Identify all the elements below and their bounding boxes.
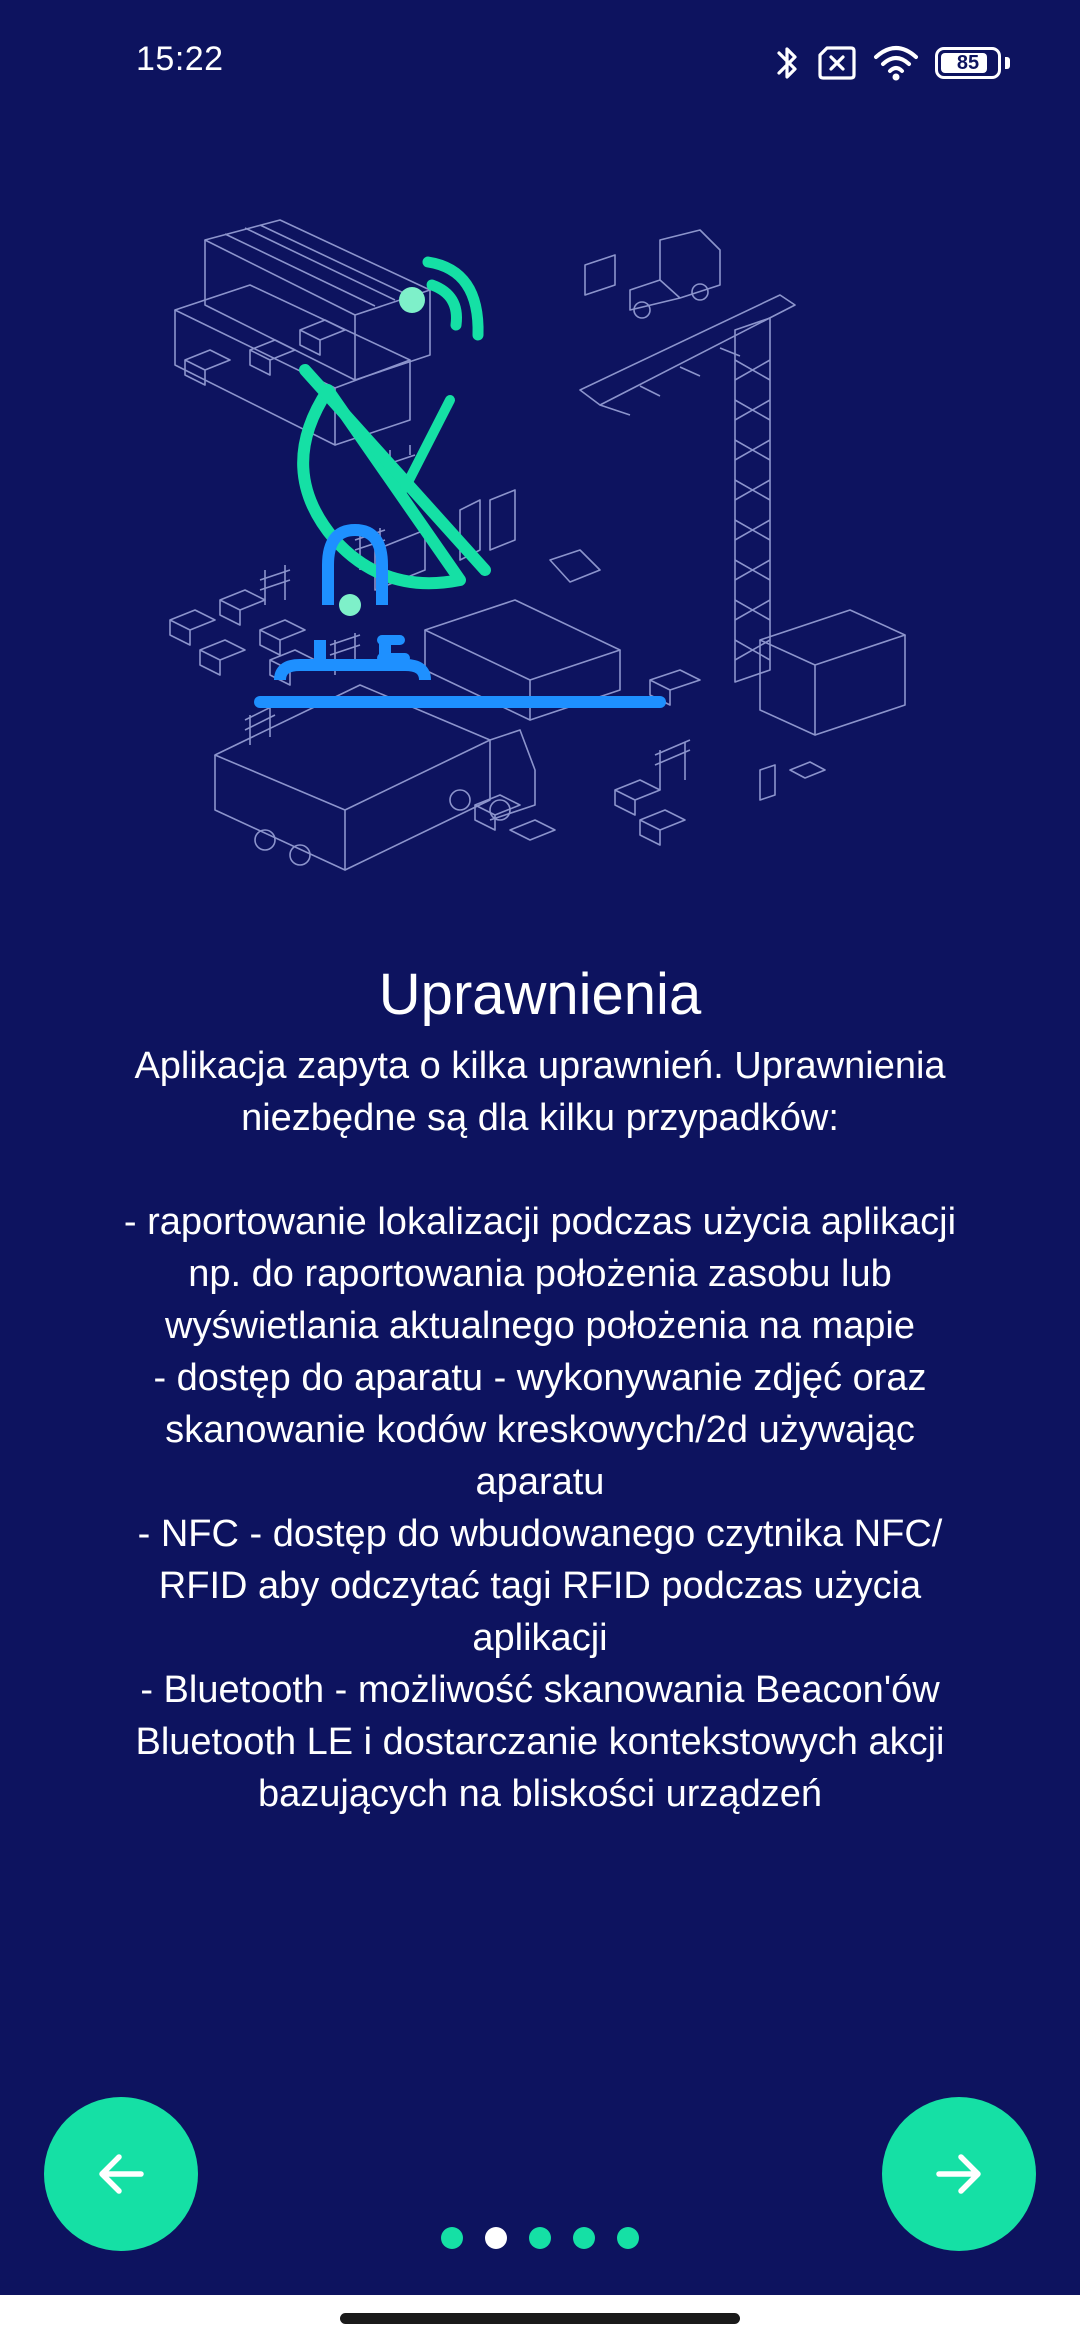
bluetooth-icon [775,43,801,83]
battery-level: 85 [956,51,980,74]
wifi-icon [873,45,919,81]
page-dot[interactable] [617,2227,639,2249]
page-title: Uprawnienia [378,962,702,1027]
permissions-description: Aplikacja zapyta o kilka uprawnień. Uprawnienia niezbędne są dla kilku przypadków: - raportowanie lokalizacji podczas użycia aplikacji np. do raportowania położenia zasobu lub wyświetlania aktualnego położenia na mapie - dostęp do aparatu - wykonywanie zdjęć oraz skanowanie kodów kreskowych/2d używając aparatu - NFC - dostęp do wbudowanego czytnika NFC/ RFID aby odczytać tagi RFID podczas użycia aplikacji - Bluetooth - możliwość skanowania Beacon'ów Bluetooth LE i dostarczanie kontekstowych akcji bazujących na bliskości urządzeń [123,1045,957,1815]
page-dot[interactable] [573,2227,595,2249]
status-bar [0,0,1080,125]
satellite-dish-illustration [160,210,920,910]
page-dot[interactable] [529,2227,551,2249]
satellite-dish-icon [260,262,660,702]
arrow-right-icon [931,2146,987,2202]
status-icons [775,38,1010,88]
page-dot-active[interactable] [485,2227,507,2249]
page-indicator [0,2227,1080,2249]
home-indicator[interactable] [340,2313,740,2324]
battery-icon [935,47,1001,79]
arrow-left-icon [93,2146,149,2202]
status-time: 15:22 [136,40,224,78]
battery-tip [1005,57,1010,69]
no-sim-icon [817,45,857,81]
page-dot[interactable] [441,2227,463,2249]
